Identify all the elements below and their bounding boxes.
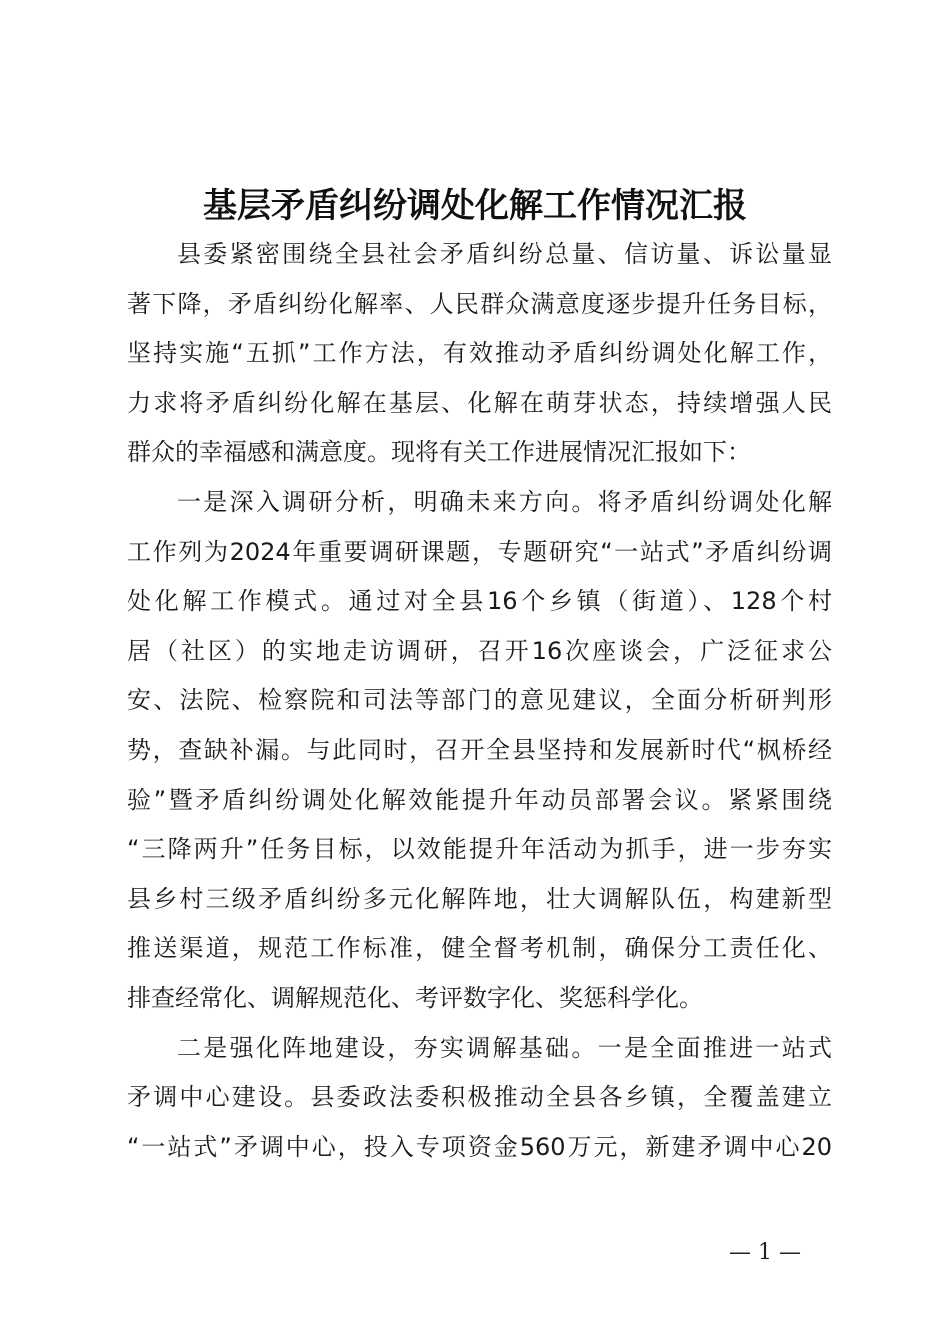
- paragraph-2-line-1: 一是深入调研分析，明确未来方向。将矛盾纠纷调处化解: [177, 487, 832, 516]
- paragraph-2-line-8: “三降两升”任务目标，以效能提升年活动为抓手，进一步夯实: [127, 835, 832, 864]
- paragraph-2-line-4: 居（社区）的实地走访调研，召开16次座谈会，广泛征求公: [127, 636, 832, 665]
- paragraph-2-line-7: 验”暨矛盾纠纷调处化解效能提升年动员部署会议。紧紧围绕: [127, 785, 832, 814]
- paragraph-1-line-3: 坚持实施“五抓”工作方法，有效推动矛盾纠纷调处化解工作，: [127, 339, 832, 368]
- paragraph-1-line-1: 县委紧密围绕全县社会矛盾纠纷总量、信访量、诉讼量显: [177, 240, 832, 268]
- document-title: 基层矛盾纠纷调处化解工作情况汇报: [203, 186, 747, 226]
- paragraph-3-line-3: “一站式”矛调中心，投入专项资金560万元，新建矛调中心20: [127, 1132, 832, 1161]
- paragraph-2-line-10: 推送渠道，规范工作标准，健全督考机制，确保分工责任化、: [127, 934, 832, 963]
- paragraph-1-line-4: 力求将矛盾纠纷化解在基层、化解在萌芽状态，持续增强人民: [127, 388, 832, 417]
- paragraph-2-line-9: 县乡村三级矛盾纠纷多元化解阵地，壮大调解队伍，构建新型: [127, 884, 832, 913]
- page-number: — 1 —: [729, 1240, 801, 1265]
- paragraph-3-line-1: 二是强化阵地建设，夯实调解基础。一是全面推进一站式: [177, 1033, 832, 1062]
- paragraph-2-line-5: 安、法院、检察院和司法等部门的意见建议，全面分析研判形: [127, 686, 832, 715]
- paragraph-3-line-2: 矛调中心建设。县委政法委积极推动全县各乡镇，全覆盖建立: [127, 1083, 832, 1112]
- paragraph-2-line-2: 工作列为2024年重要调研课题，专题研究“一站式”矛盾纠纷调: [127, 537, 832, 566]
- document-body: [127, 230, 832, 1172]
- paragraph-1-line-5: 群众的幸福感和满意度。现将有关工作进展情况汇报如下：: [127, 438, 751, 467]
- paragraph-2-line-3: 处化解工作模式。通过对全县16个乡镇（街道）、128个村: [127, 587, 832, 616]
- paragraph-2-line-6: 势，查缺补漏。与此同时，召开全县坚持和发展新时代“枫桥经: [127, 735, 832, 764]
- paragraph-1-line-2: 著下降，矛盾纠纷化解率、人民群众满意度逐步提升任务目标，: [127, 289, 832, 318]
- paragraph-2-line-11: 排查经常化、调解规范化、考评数字化、奖惩科学化。: [127, 983, 703, 1012]
